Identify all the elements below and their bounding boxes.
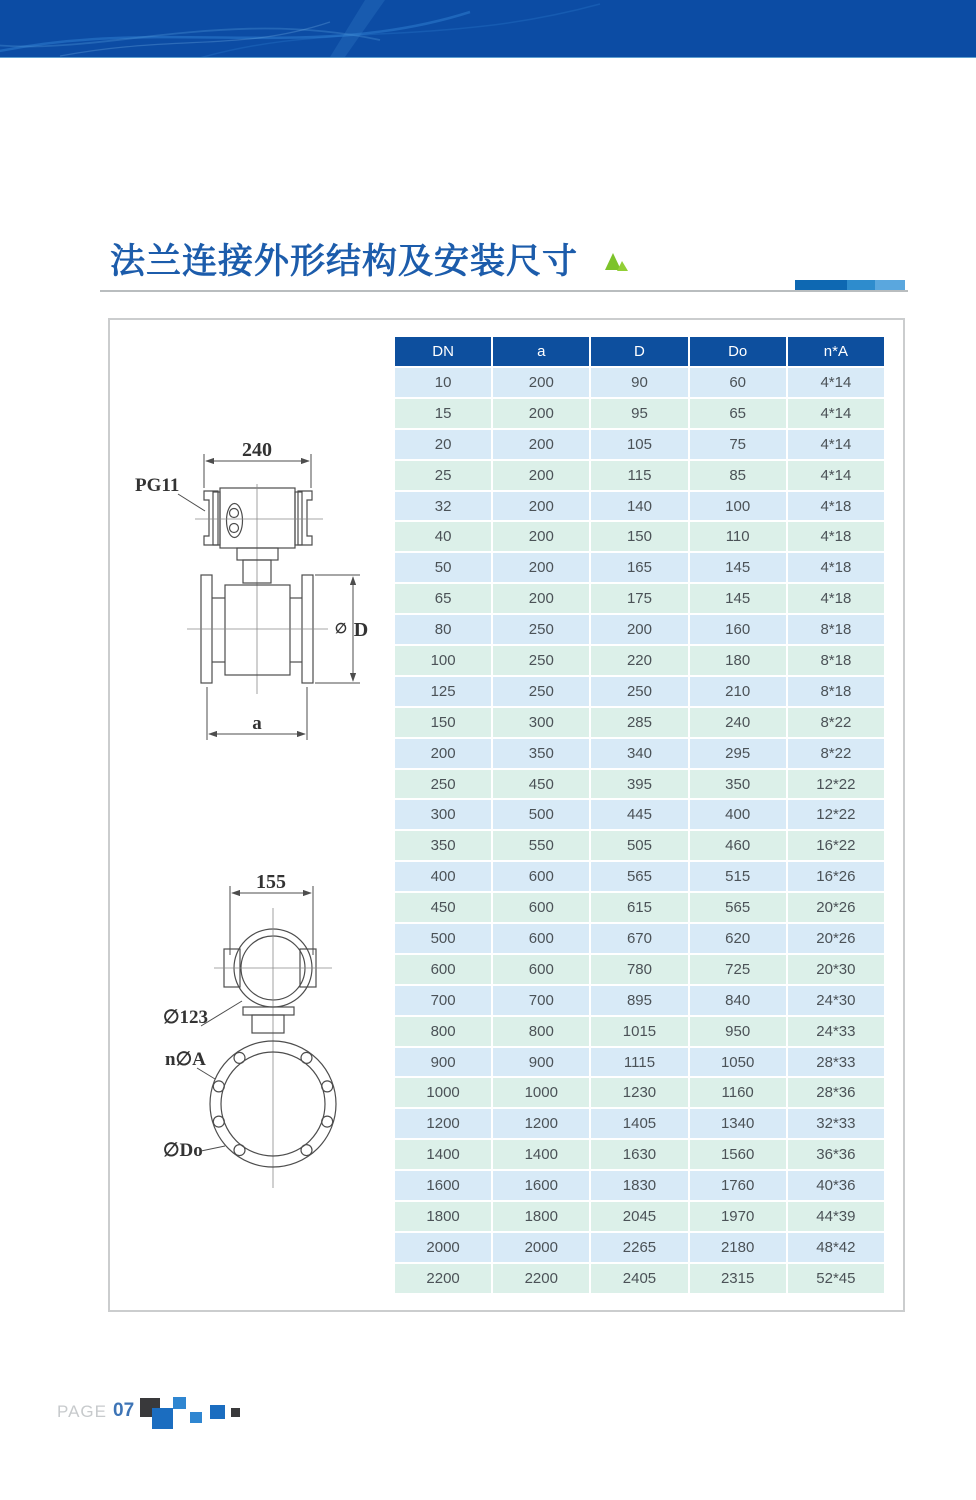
table-cell: 350 xyxy=(493,739,589,768)
table-cell: 150 xyxy=(395,708,491,737)
table-cell: 620 xyxy=(690,924,786,953)
flange-outer-diameter-label: ∅Do xyxy=(163,1140,203,1161)
table-cell: 460 xyxy=(690,831,786,860)
column-header: a xyxy=(493,337,589,366)
table-cell: 20*26 xyxy=(788,924,884,953)
table-cell: 1600 xyxy=(493,1171,589,1200)
content-panel xyxy=(108,318,905,1312)
bolt-hole xyxy=(234,1145,245,1156)
table-cell: 700 xyxy=(395,986,491,1015)
table-cell: 1400 xyxy=(395,1140,491,1169)
table-cell: 20*30 xyxy=(788,955,884,984)
table-cell: 85 xyxy=(690,461,786,490)
table-cell: 900 xyxy=(395,1048,491,1077)
table-cell: 25 xyxy=(395,461,491,490)
table-cell: 240 xyxy=(690,708,786,737)
table-cell: 2265 xyxy=(591,1233,687,1262)
table-cell: 50 xyxy=(395,553,491,582)
table-cell: 1400 xyxy=(493,1140,589,1169)
table-row xyxy=(395,553,884,582)
table-cell: 395 xyxy=(591,770,687,799)
table-cell: 250 xyxy=(493,615,589,644)
table-cell: 950 xyxy=(690,1017,786,1046)
table-cell: 1560 xyxy=(690,1140,786,1169)
table-cell: 250 xyxy=(493,677,589,706)
table-cell: 340 xyxy=(591,739,687,768)
table-cell: 165 xyxy=(591,553,687,582)
table-cell: 600 xyxy=(493,955,589,984)
table-cell: 250 xyxy=(493,646,589,675)
table-cell: 20*26 xyxy=(788,893,884,922)
table-cell: 550 xyxy=(493,831,589,860)
table-cell: 115 xyxy=(591,461,687,490)
table-row xyxy=(395,862,884,891)
table-cell: 450 xyxy=(493,770,589,799)
table-cell: 145 xyxy=(690,584,786,613)
bolt-hole xyxy=(322,1081,333,1092)
table-cell: 2000 xyxy=(493,1233,589,1262)
table-cell: 32 xyxy=(395,492,491,521)
table-cell: 700 xyxy=(493,986,589,1015)
table-cell: 1600 xyxy=(395,1171,491,1200)
table-row xyxy=(395,1017,884,1046)
pg11-label: PG11 xyxy=(135,475,180,496)
table-cell: 40 xyxy=(395,522,491,551)
meter-body xyxy=(187,575,328,683)
table-cell: 100 xyxy=(395,646,491,675)
table-cell: 90 xyxy=(591,368,687,397)
table-row xyxy=(395,1140,884,1169)
table-cell: 200 xyxy=(493,522,589,551)
decor-square xyxy=(190,1412,202,1423)
table-cell: 4*14 xyxy=(788,399,884,428)
table-row xyxy=(395,800,884,829)
table-row xyxy=(395,584,884,613)
table-cell: 60 xyxy=(690,368,786,397)
table-cell: 780 xyxy=(591,955,687,984)
table-cell: 8*18 xyxy=(788,615,884,644)
table-cell: 1015 xyxy=(591,1017,687,1046)
table-cell: 4*14 xyxy=(788,368,884,397)
table-cell: 250 xyxy=(591,677,687,706)
decor-square xyxy=(231,1408,240,1417)
table-cell: 400 xyxy=(690,800,786,829)
table-cell: 1200 xyxy=(395,1109,491,1138)
table-cell: 15 xyxy=(395,399,491,428)
table-cell: 95 xyxy=(591,399,687,428)
table-cell: 10 xyxy=(395,368,491,397)
bolt-holes-leader xyxy=(197,1068,215,1079)
table-cell: 300 xyxy=(493,708,589,737)
table-cell: 220 xyxy=(591,646,687,675)
table-cell: 4*18 xyxy=(788,492,884,521)
table-cell: 150 xyxy=(591,522,687,551)
table-row xyxy=(395,1202,884,1231)
table-cell: 80 xyxy=(395,615,491,644)
table-cell: 2045 xyxy=(591,1202,687,1231)
column-header: D xyxy=(591,337,687,366)
table-cell: 12*22 xyxy=(788,770,884,799)
flowmeter-front-view-drawing xyxy=(130,860,390,1200)
column-header: DN xyxy=(395,337,491,366)
front-neck xyxy=(243,1007,294,1033)
table-body xyxy=(395,368,884,1293)
table-cell: 140 xyxy=(591,492,687,521)
table-cell: 1000 xyxy=(395,1078,491,1107)
table-cell: 300 xyxy=(395,800,491,829)
table-row xyxy=(395,1233,884,1262)
table-cell: 515 xyxy=(690,862,786,891)
footer-page-number: 07 xyxy=(113,1400,135,1421)
title-accent-bar xyxy=(795,280,905,290)
table-cell: 1760 xyxy=(690,1171,786,1200)
table-cell: 8*22 xyxy=(788,739,884,768)
decor-square xyxy=(173,1397,186,1409)
table-cell: 100 xyxy=(690,492,786,521)
table-cell: 8*18 xyxy=(788,646,884,675)
table-cell: 175 xyxy=(591,584,687,613)
table-cell: 28*36 xyxy=(788,1078,884,1107)
accent-bar-segment xyxy=(795,280,847,290)
converter-diameter-label: ∅123 xyxy=(163,1007,209,1028)
table-cell: 110 xyxy=(690,522,786,551)
table-cell: 20 xyxy=(395,430,491,459)
table-cell: 2180 xyxy=(690,1233,786,1262)
table-cell: 600 xyxy=(493,862,589,891)
table-cell: 615 xyxy=(591,893,687,922)
dim-240 xyxy=(204,439,311,488)
table-cell: 2200 xyxy=(395,1264,491,1293)
table-cell: 840 xyxy=(690,986,786,1015)
table-cell: 2315 xyxy=(690,1264,786,1293)
header-band xyxy=(0,0,976,58)
footer-page-label: PAGE xyxy=(57,1402,107,1421)
converter-head xyxy=(214,908,332,1188)
table-cell: 8*22 xyxy=(788,708,884,737)
flange-outer-diameter-leader xyxy=(201,1146,225,1151)
table-cell: 1800 xyxy=(493,1202,589,1231)
table-cell: 200 xyxy=(493,461,589,490)
table-cell: 4*18 xyxy=(788,522,884,551)
table-row xyxy=(395,770,884,799)
table-cell: 1800 xyxy=(395,1202,491,1231)
table-cell: 4*18 xyxy=(788,553,884,582)
table-cell: 895 xyxy=(591,986,687,1015)
table-row xyxy=(395,615,884,644)
table-cell: 4*14 xyxy=(788,461,884,490)
table-cell: 445 xyxy=(591,800,687,829)
table-cell: 52*45 xyxy=(788,1264,884,1293)
table-cell: 40*36 xyxy=(788,1171,884,1200)
table-cell: 600 xyxy=(493,924,589,953)
dimension-table xyxy=(393,335,886,1295)
table-row xyxy=(395,986,884,1015)
dim-155-label: 155 xyxy=(256,871,286,893)
table-cell: 1630 xyxy=(591,1140,687,1169)
table-cell: 600 xyxy=(395,955,491,984)
table-row xyxy=(395,399,884,428)
table-cell: 200 xyxy=(493,399,589,428)
table-cell: 900 xyxy=(493,1048,589,1077)
table-cell: 75 xyxy=(690,430,786,459)
table-row xyxy=(395,677,884,706)
table-row xyxy=(395,522,884,551)
dim-length-a xyxy=(207,687,307,740)
table-cell: 4*18 xyxy=(788,584,884,613)
table-cell: 200 xyxy=(493,584,589,613)
table-cell: 725 xyxy=(690,955,786,984)
table-cell: 1970 xyxy=(690,1202,786,1231)
table-cell: 200 xyxy=(493,553,589,582)
table-cell: 1405 xyxy=(591,1109,687,1138)
title-triangle-icon xyxy=(603,251,631,278)
table-cell: 250 xyxy=(395,770,491,799)
title-underline xyxy=(100,290,908,292)
table-row xyxy=(395,1264,884,1293)
table-row xyxy=(395,831,884,860)
table-cell: 800 xyxy=(493,1017,589,1046)
table-row xyxy=(395,430,884,459)
table-cell: 1340 xyxy=(690,1109,786,1138)
table-cell: 450 xyxy=(395,893,491,922)
dim-155 xyxy=(230,871,313,955)
table-cell: 1115 xyxy=(591,1048,687,1077)
converter-neck xyxy=(237,548,278,583)
table-row xyxy=(395,368,884,397)
bolt-hole xyxy=(301,1145,312,1156)
diameter-D-label: D xyxy=(353,619,369,641)
table-cell: 16*22 xyxy=(788,831,884,860)
table-cell: 44*39 xyxy=(788,1202,884,1231)
dim-240-label: 240 xyxy=(242,439,272,461)
table-cell: 24*33 xyxy=(788,1017,884,1046)
table-row xyxy=(395,955,884,984)
table-header-row xyxy=(395,337,884,366)
pg11-leader xyxy=(178,494,205,511)
table-row xyxy=(395,1048,884,1077)
table-row xyxy=(395,1078,884,1107)
table-cell: 1830 xyxy=(591,1171,687,1200)
accent-bar-segment xyxy=(847,280,875,290)
diameter-symbol: ∅ xyxy=(334,622,348,637)
table-cell: 800 xyxy=(395,1017,491,1046)
table-cell: 500 xyxy=(395,924,491,953)
table-cell: 65 xyxy=(690,399,786,428)
table-row xyxy=(395,461,884,490)
table-cell: 505 xyxy=(591,831,687,860)
table-cell: 48*42 xyxy=(788,1233,884,1262)
page-title: 法兰连接外形结构及安装尺寸 xyxy=(110,241,579,282)
table-cell: 200 xyxy=(591,615,687,644)
table-cell: 670 xyxy=(591,924,687,953)
table-cell: 400 xyxy=(395,862,491,891)
bolt-hole xyxy=(322,1116,333,1127)
table-cell: 160 xyxy=(690,615,786,644)
table-row xyxy=(395,893,884,922)
flowmeter-side-view-drawing xyxy=(110,430,400,750)
table-cell: 105 xyxy=(591,430,687,459)
decor-square xyxy=(210,1405,225,1419)
table-row xyxy=(395,1109,884,1138)
bolt-hole xyxy=(213,1116,224,1127)
table-cell: 24*30 xyxy=(788,986,884,1015)
table-cell: 1200 xyxy=(493,1109,589,1138)
table-cell: 16*26 xyxy=(788,862,884,891)
table-row xyxy=(395,708,884,737)
bolt-holes-label: n∅A xyxy=(165,1049,206,1070)
table-cell: 200 xyxy=(493,368,589,397)
table-cell: 12*22 xyxy=(788,800,884,829)
table-cell: 200 xyxy=(395,739,491,768)
table-cell: 1160 xyxy=(690,1078,786,1107)
table-cell: 180 xyxy=(690,646,786,675)
table-cell: 2405 xyxy=(591,1264,687,1293)
table-cell: 200 xyxy=(493,492,589,521)
table-row xyxy=(395,492,884,521)
table-cell: 1000 xyxy=(493,1078,589,1107)
table-cell: 28*33 xyxy=(788,1048,884,1077)
table-cell: 36*36 xyxy=(788,1140,884,1169)
table-cell: 32*33 xyxy=(788,1109,884,1138)
table-cell: 125 xyxy=(395,677,491,706)
table-cell: 350 xyxy=(690,770,786,799)
table-cell: 565 xyxy=(591,862,687,891)
table-row xyxy=(395,1171,884,1200)
bolt-hole xyxy=(234,1052,245,1063)
table-cell: 145 xyxy=(690,553,786,582)
table-cell: 565 xyxy=(690,893,786,922)
table-row xyxy=(395,646,884,675)
table-cell: 210 xyxy=(690,677,786,706)
bolt-hole xyxy=(301,1052,312,1063)
column-header: n*A xyxy=(788,337,884,366)
table-cell: 295 xyxy=(690,739,786,768)
table-cell: 8*18 xyxy=(788,677,884,706)
decor-square xyxy=(152,1408,173,1429)
table-row xyxy=(395,739,884,768)
table-cell: 285 xyxy=(591,708,687,737)
accent-bar-segment xyxy=(875,280,905,290)
table-cell: 1230 xyxy=(591,1078,687,1107)
table-cell: 2000 xyxy=(395,1233,491,1262)
column-header: Do xyxy=(690,337,786,366)
table-cell: 4*14 xyxy=(788,430,884,459)
bolt-hole xyxy=(213,1081,224,1092)
table-cell: 200 xyxy=(493,430,589,459)
table-cell: 500 xyxy=(493,800,589,829)
table-cell: 65 xyxy=(395,584,491,613)
table-cell: 600 xyxy=(493,893,589,922)
table-cell: 1050 xyxy=(690,1048,786,1077)
table-row xyxy=(395,924,884,953)
table-cell: 2200 xyxy=(493,1264,589,1293)
table-cell: 350 xyxy=(395,831,491,860)
header-band-waves xyxy=(0,0,976,57)
length-a-label: a xyxy=(252,713,262,734)
